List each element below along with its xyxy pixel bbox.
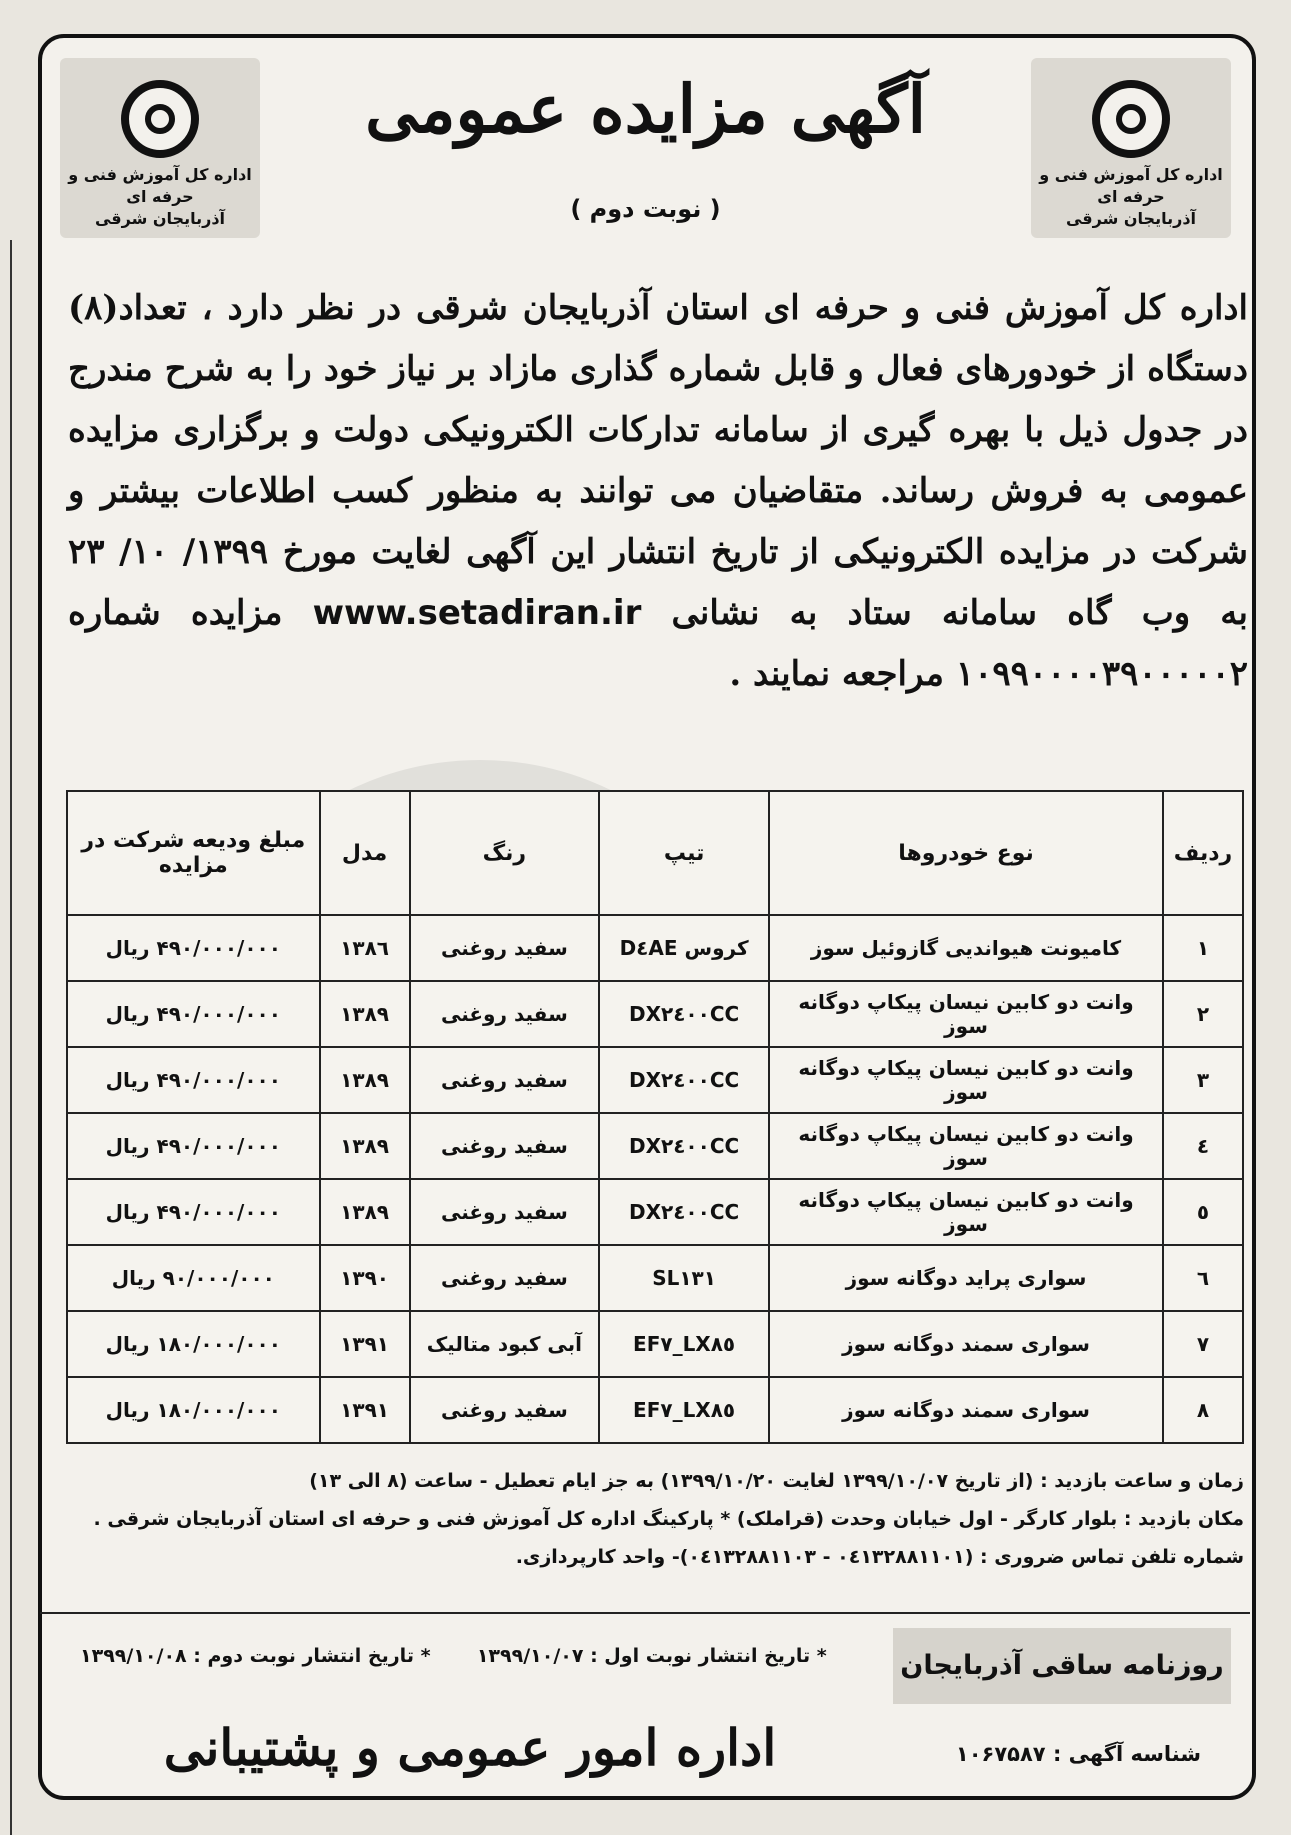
cell-color: سفید روغنی xyxy=(410,915,600,981)
cell-model: ۱۳۸۹ xyxy=(320,1179,410,1245)
table-row xyxy=(67,1245,1243,1311)
table-header-row xyxy=(67,791,1243,915)
cell-row-number: ۲ xyxy=(1163,981,1243,1047)
header-deposit: مبلغ ودیعه شرکت در مزایده xyxy=(67,791,320,915)
cell-row-number: ٥ xyxy=(1163,1179,1243,1245)
left-margin-rule xyxy=(0,240,12,1835)
vehicles-table xyxy=(66,790,1244,1444)
page-subtitle: ( نوبت دوم ) xyxy=(570,195,721,223)
header-vehicle-type: نوع خودروها xyxy=(769,791,1163,915)
visit-place: مکان بازدید : بلوار کارگر - اول خیابان وحدت (قراملک) * پارکینگ اداره کل آموزش فنی و حرفه ای استان آذربایجان شرقی . xyxy=(93,1508,1244,1530)
cell-vehicle-type: سواری پراید دوگانه سوز xyxy=(769,1245,1163,1311)
cell-model: ۱۳۸۹ xyxy=(320,1047,410,1113)
cell-deposit: ۱۸۰/۰۰۰/۰۰۰ ریال xyxy=(67,1377,320,1443)
cell-row-number: ۸ xyxy=(1163,1377,1243,1443)
cell-color: سفید روغنی xyxy=(410,1113,600,1179)
table-row xyxy=(67,981,1243,1047)
website-link[interactable]: www.setadiran.ir xyxy=(312,593,642,633)
cell-deposit: ۱۸۰/۰۰۰/۰۰۰ ریال xyxy=(67,1311,320,1377)
logo-left-text: اداره کل آموزش فنی و حرفه ای آذربایجان شرقی xyxy=(68,165,252,228)
cell-row-number: ۳ xyxy=(1163,1047,1243,1113)
cell-model: ۱۳۸۹ xyxy=(320,981,410,1047)
cell-vehicle-type: سواری سمند دوگانه سوز xyxy=(769,1377,1163,1443)
cell-model: ۱۳۹۱ xyxy=(320,1311,410,1377)
cell-tip: کروس D٤AE xyxy=(599,915,769,981)
cell-model: ۱۳۸٦ xyxy=(320,915,410,981)
body-part-2: مزایده شماره ۱۰۹۹۰۰۰۰۳۹۰۰۰۰۰۲ مراجعه نمایند . xyxy=(68,593,1248,694)
table-row xyxy=(67,1047,1243,1113)
pub-date-first: * تاریخ انتشار نوبت اول : ۱۳۹۹/۱۰/۰۷ xyxy=(476,1645,827,1667)
cell-color: سفید روغنی xyxy=(410,1179,600,1245)
cell-color: آبی کبود متالیک xyxy=(410,1311,600,1377)
logo-right-text: اداره کل آموزش فنی و حرفه ای آذربایجان شرقی xyxy=(1039,165,1223,228)
cell-row-number: ٦ xyxy=(1163,1245,1243,1311)
table-row xyxy=(67,915,1243,981)
cell-tip: SL۱۳۱ xyxy=(599,1245,769,1311)
cell-row-number: ٤ xyxy=(1163,1113,1243,1179)
footer-divider xyxy=(40,1612,1250,1614)
cell-color: سفید روغنی xyxy=(410,981,600,1047)
cell-vehicle-type: وانت دو کابین نیسان پیکاپ دوگانه سوز xyxy=(769,1047,1163,1113)
cell-row-number: ۷ xyxy=(1163,1311,1243,1377)
cell-vehicle-type: وانت دو کابین نیسان پیکاپ دوگانه سوز xyxy=(769,1179,1163,1245)
visit-time: زمان و ساعت بازدید : (از تاریخ ۱۳۹۹/۱۰/۰۷ لغایت ۱۳۹۹/۱۰/۲۰) به جز ایام تعطیل - ساعت (۸ الی ۱۳) xyxy=(309,1470,1244,1492)
contact-phone: شماره تلفن تماس ضروری : (۰٤۱۳۲۸۸۱۱۰۱ - ۰٤۱۳۲۸۸۱۱۰۳)- واحد کارپردازی. xyxy=(515,1546,1244,1568)
cell-model: ۱۳۹۱ xyxy=(320,1377,410,1443)
department-name: اداره امور عمومی و پشتیبانی xyxy=(163,1718,777,1777)
cell-vehicle-type: کامیونت هیواندیی گازوئیل سوز xyxy=(769,915,1163,981)
page-title: آگهی مزایده عمومی xyxy=(365,70,926,148)
announcement-body xyxy=(68,278,1248,705)
cell-vehicle-type: وانت دو کابین نیسان پیکاپ دوگانه سوز xyxy=(769,1113,1163,1179)
cell-deposit: ۴۹۰/۰۰۰/۰۰۰ ریال xyxy=(67,915,320,981)
table-row xyxy=(67,1377,1243,1443)
header-model: مدل xyxy=(320,791,410,915)
cell-deposit: ۹۰/۰۰۰/۰۰۰ ریال xyxy=(67,1245,320,1311)
visit-notes xyxy=(66,1462,1244,1576)
cell-deposit: ۴۹۰/۰۰۰/۰۰۰ ریال xyxy=(67,1047,320,1113)
header-row-number: ردیف xyxy=(1163,791,1243,915)
cell-color: سفید روغنی xyxy=(410,1047,600,1113)
header-tip: تیپ xyxy=(599,791,769,915)
cell-deposit: ۴۹۰/۰۰۰/۰۰۰ ریال xyxy=(67,1113,320,1179)
cell-deposit: ۴۹۰/۰۰۰/۰۰۰ ریال xyxy=(67,1179,320,1245)
cell-model: ۱۳۸۹ xyxy=(320,1113,410,1179)
cell-tip: DX۲٤۰۰CC xyxy=(599,1179,769,1245)
cell-tip: DX۲٤۰۰CC xyxy=(599,1113,769,1179)
cell-tip: LX۸٥_EF۷ xyxy=(599,1311,769,1377)
table-row xyxy=(67,1113,1243,1179)
body-part-1: اداره کل آموزش فنی و حرفه ای استان آذربایجان شرقی در نظر دارد ، تعداد(۸) دستگاه از خودورهای فعال و قابل شماره گذاری مازاد بر نیاز خود را به شرح مندرج در جدول ذیل با بهره گیری از سامانه تدارکات الکترونیکی دولت و برگزاری مزایده عمومی به فروش رساند. متقاضیان می توانند به منظور کسب اطلاعات بیشتر و شرکت در مزایده الکترونیکی از تاریخ انتشار این آگهی لغایت مورخ ۱۳۹۹/ ۱۰/ ۲۳ به وب گاه سامانه ستاد به نشانی xyxy=(68,288,1248,633)
table-row xyxy=(67,1179,1243,1245)
cell-tip: DX۲٤۰۰CC xyxy=(599,981,769,1047)
pub-date-second: * تاریخ انتشار نوبت دوم : ۱۳۹۹/۱۰/۰۸ xyxy=(80,1645,431,1667)
header-color: رنگ xyxy=(410,791,600,915)
cell-vehicle-type: سواری سمند دوگانه سوز xyxy=(769,1311,1163,1377)
cell-deposit: ۴۹۰/۰۰۰/۰۰۰ ریال xyxy=(67,981,320,1047)
cell-color: سفید روغنی xyxy=(410,1377,600,1443)
cell-row-number: ۱ xyxy=(1163,915,1243,981)
ad-identifier: شناسه آگهی : ۱۰۶۷۵۸۷ xyxy=(955,1742,1201,1766)
cell-tip: LX۸٥_EF۷ xyxy=(599,1377,769,1443)
table-row xyxy=(67,1311,1243,1377)
cell-model: ۱۳۹۰ xyxy=(320,1245,410,1311)
cell-color: سفید روغنی xyxy=(410,1245,600,1311)
newspaper-name: روزنامه ساقی آذربایجان xyxy=(893,1628,1231,1704)
publication-dates xyxy=(80,1645,880,1667)
cell-tip: DX۲٤۰۰CC xyxy=(599,1047,769,1113)
cell-vehicle-type: وانت دو کابین نیسان پیکاپ دوگانه سوز xyxy=(769,981,1163,1047)
